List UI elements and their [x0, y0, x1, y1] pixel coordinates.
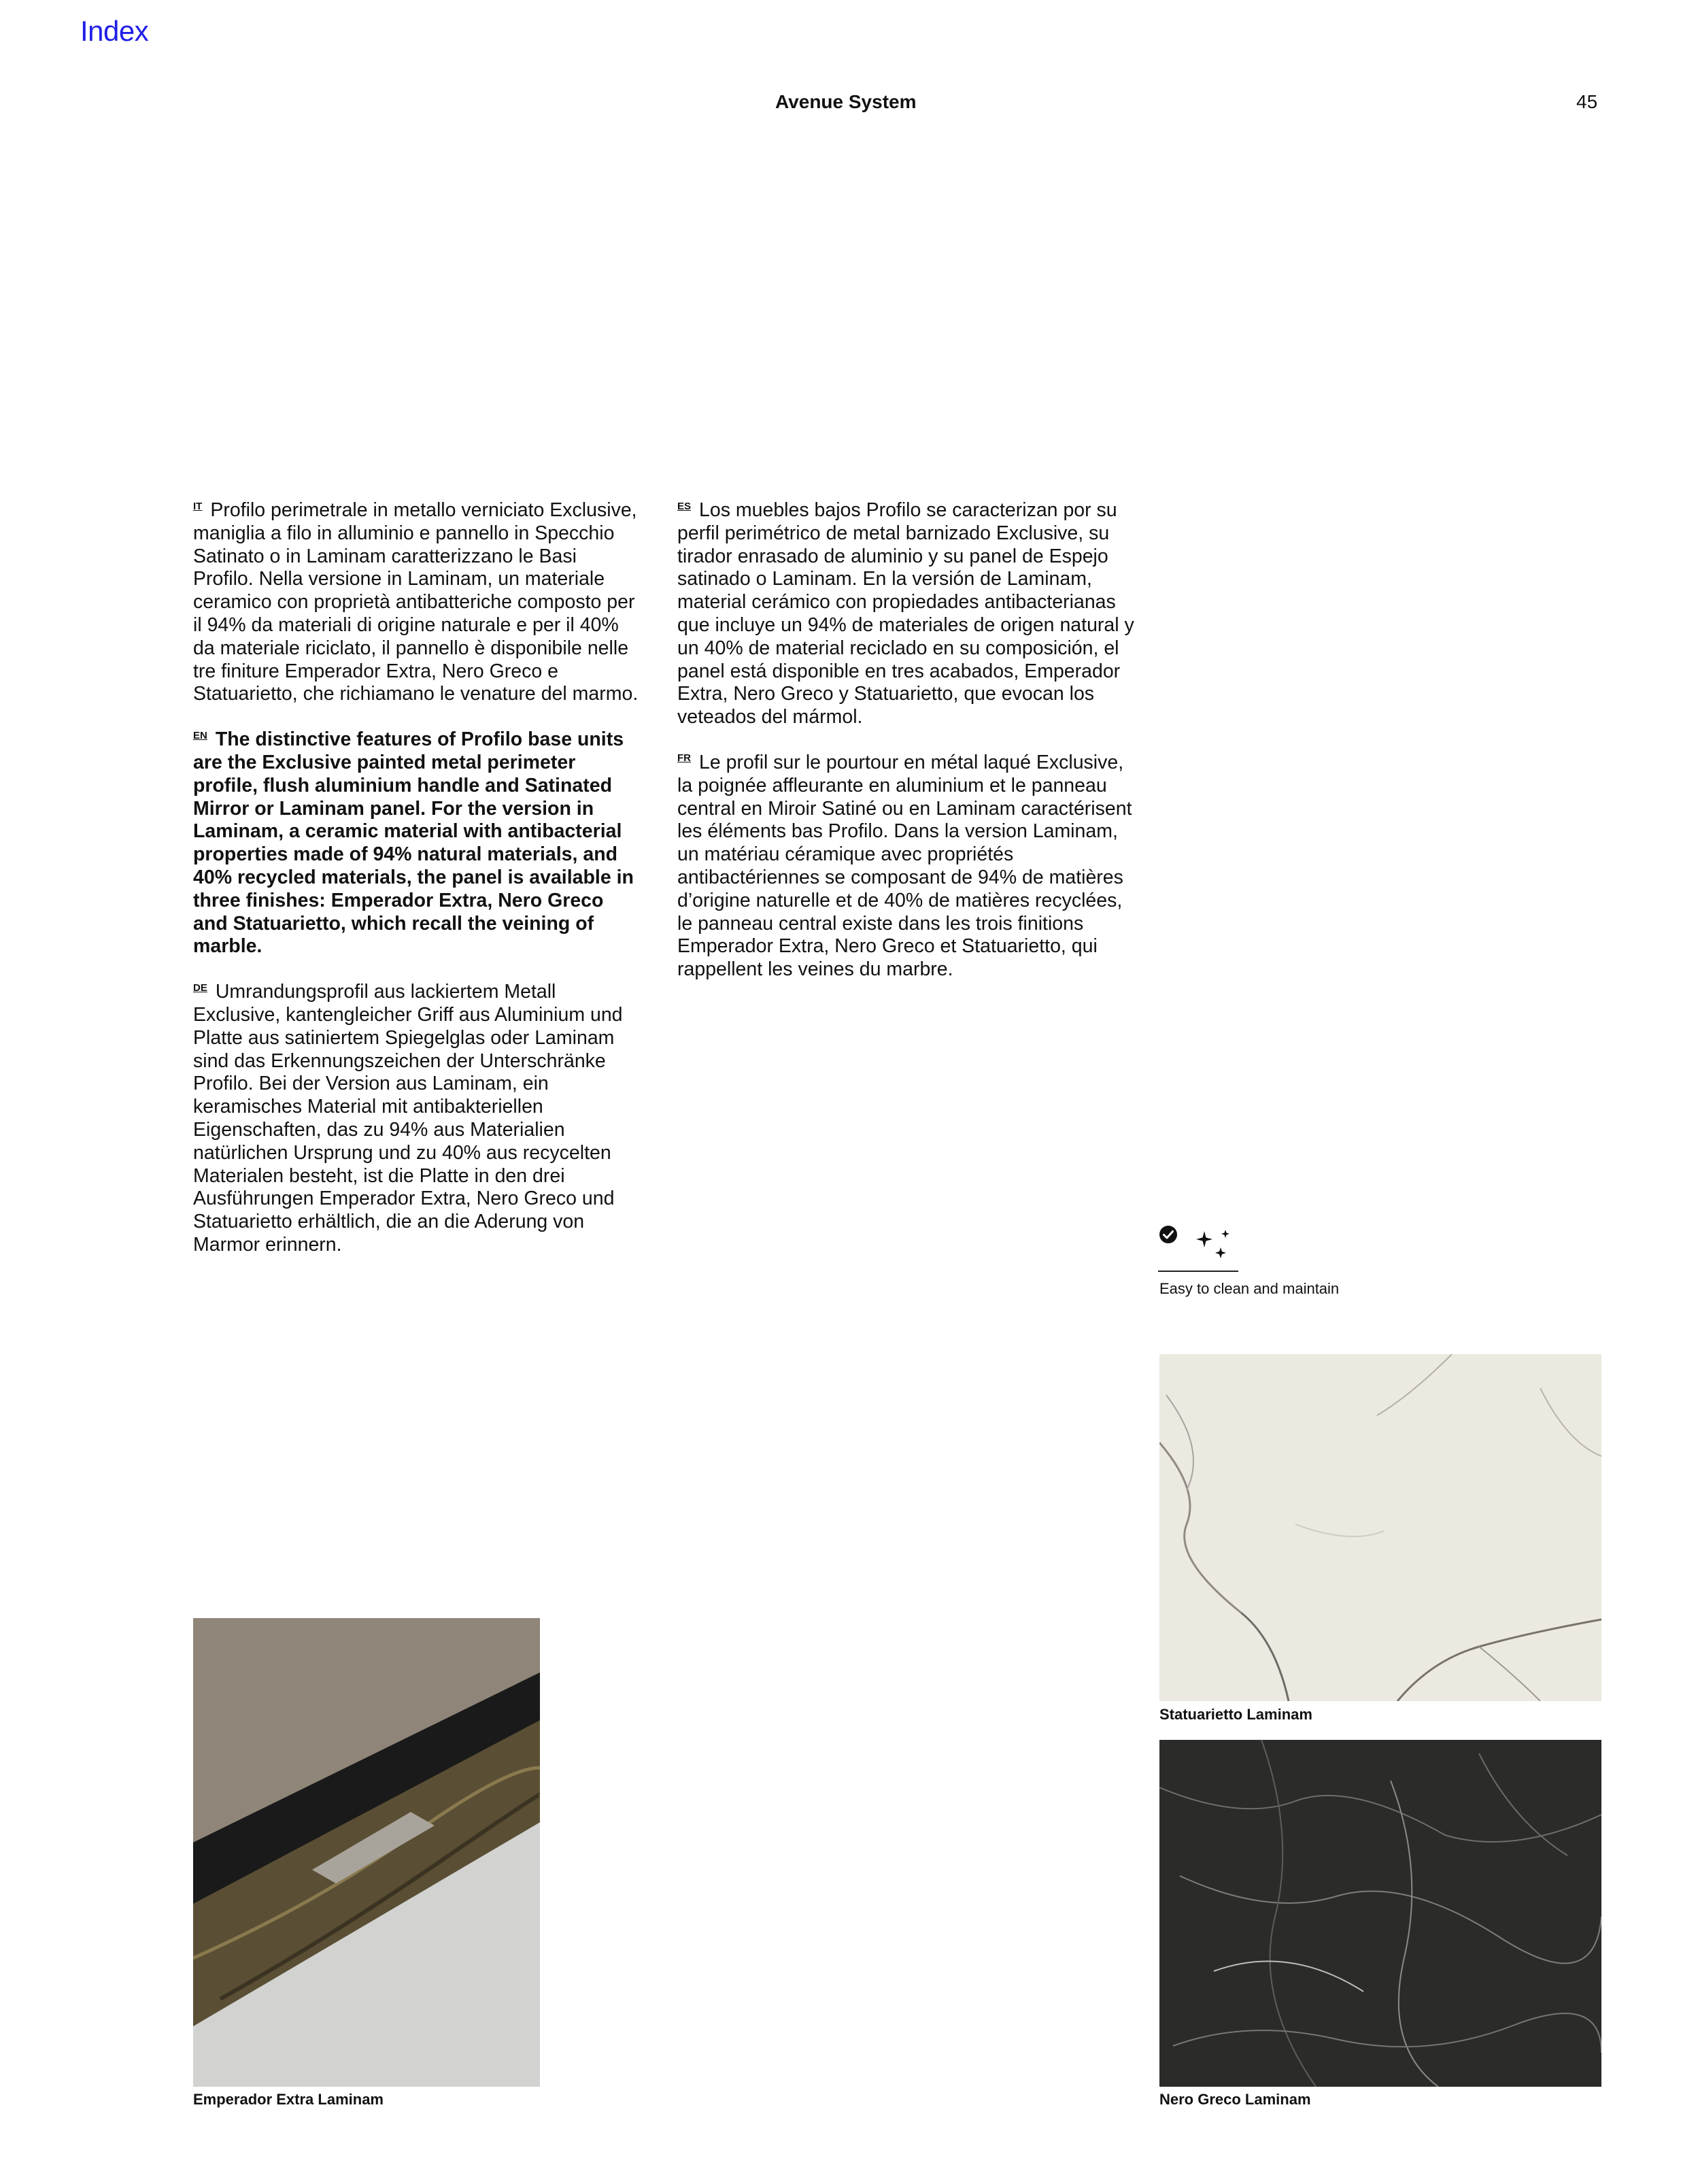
sparkle-icon: [1196, 1230, 1229, 1258]
language-tag-it: IT: [193, 500, 203, 512]
paragraph-en-text: The distinctive features of Profilo base units are the Exclusive painted metal perimeter profile, flush aluminium handle and Satinated Mirror or Laminam panel. For the version in Laminam, a ceramic material with antibacterial properties made of 94% natural materials, and 40% recycled materials, the panel is available in three finishes: Emperador Extra, Nero Greco and Statuarietto, which recall the veining of marble.: [193, 728, 634, 958]
paragraph-de: [193, 981, 642, 1257]
language-tag-de: DE: [193, 981, 207, 994]
paragraph-fr: [677, 752, 1140, 981]
emperador-caption: Emperador Extra Laminam: [193, 2091, 384, 2108]
language-tag-en: EN: [193, 729, 207, 741]
language-tag-es: ES: [677, 500, 692, 512]
feature-label: Easy to clean and maintain: [1159, 1280, 1340, 1297]
paragraph-en: [193, 728, 642, 958]
paragraph-it-text: Profilo perimetrale in metallo verniciato Exclusive, maniglia a filo in alluminio e pannello in Specchio Satinato o in Laminam caratterizzano le Basi Profilo. Nella versione in Laminam, un materiale ceramico con proprietà antibatteriche composto per il 94% da materiali di origine naturale e per il 40% da materiale riciclato, il pannello è disponibile nelle tre finiture Emperador Extra, Nero Greco e Statuarietto, che richiamano le venature del marmo.: [193, 499, 639, 705]
feature-divider: [1158, 1271, 1238, 1272]
nero-greco-caption: Nero Greco Laminam: [1159, 2091, 1311, 2108]
emperador-photo: [193, 1618, 540, 2087]
language-tag-fr: FR: [677, 752, 691, 765]
paragraph-es: [677, 499, 1140, 729]
feature-icons: [1158, 1224, 1246, 1265]
page-number: 45: [1576, 91, 1598, 112]
text-column-right: [677, 499, 1140, 1004]
paragraph-es-text: Los muebles bajos Profilo se caracterizan por su perfil perimétrico de metal barnizado Exclusive, su tirador enrasado de aluminio y su panel de Espejo satinado o Laminam. En la versión de Laminam, material cerámico con propiedades antibacterianas que incluye un 94% de materiales de origen natural y un 40% de material reciclado en su composición, el panel está disponible en tres acabados, Emperador Extra, Nero Greco y Statuarietto, que evocan los veteados del mármol.: [677, 499, 1134, 728]
index-link[interactable]: Index: [80, 15, 149, 47]
statuarietto-caption: Statuarietto Laminam: [1159, 1706, 1312, 1723]
check-circle-icon: [1159, 1226, 1177, 1243]
statuarietto-swatch: [1159, 1354, 1601, 1701]
nero-greco-swatch: [1159, 1740, 1601, 2087]
paragraph-de-text: Umrandungsprofil aus lackiertem Metall Exclusive, kantengleicher Griff aus Aluminium und Platte aus satiniertem Spiegelglas oder Laminam sind das Erkennungszeichen der Unterschränke Profilo. Bei der Version aus Laminam, ein keramisches Material mit antibakteriellen Eigenschaften, das zu 94% aus Materialien natürlichen Ursprung und zu 40% aus recycelten Materialen besteht, ist die Platte in den drei Ausführungen Emperador Extra, Nero Greco und Statuarietto erhältlich, die an die Aderung von Marmor erinnern.: [193, 981, 623, 1256]
paragraph-it: [193, 499, 642, 706]
paragraph-fr-text: Le profil sur le pourtour en métal laqué Exclusive, la poignée affleurante en aluminium et le panneau central en Miroir Satiné ou en Laminam caractérisent les éléments bas Profilo. Dans la version Laminam, un matériau céramique avec propriétés antibactériennes se composant de 94% de matières d’origine naturelle et de 40% de matières recyclées, le panneau central existe dans les trois finitions Emperador Extra, Nero Greco et Statuarietto, qui rappellent les veines du marbre.: [677, 751, 1132, 981]
page-title: Avenue System: [775, 91, 917, 112]
text-column-left: [193, 499, 642, 1279]
